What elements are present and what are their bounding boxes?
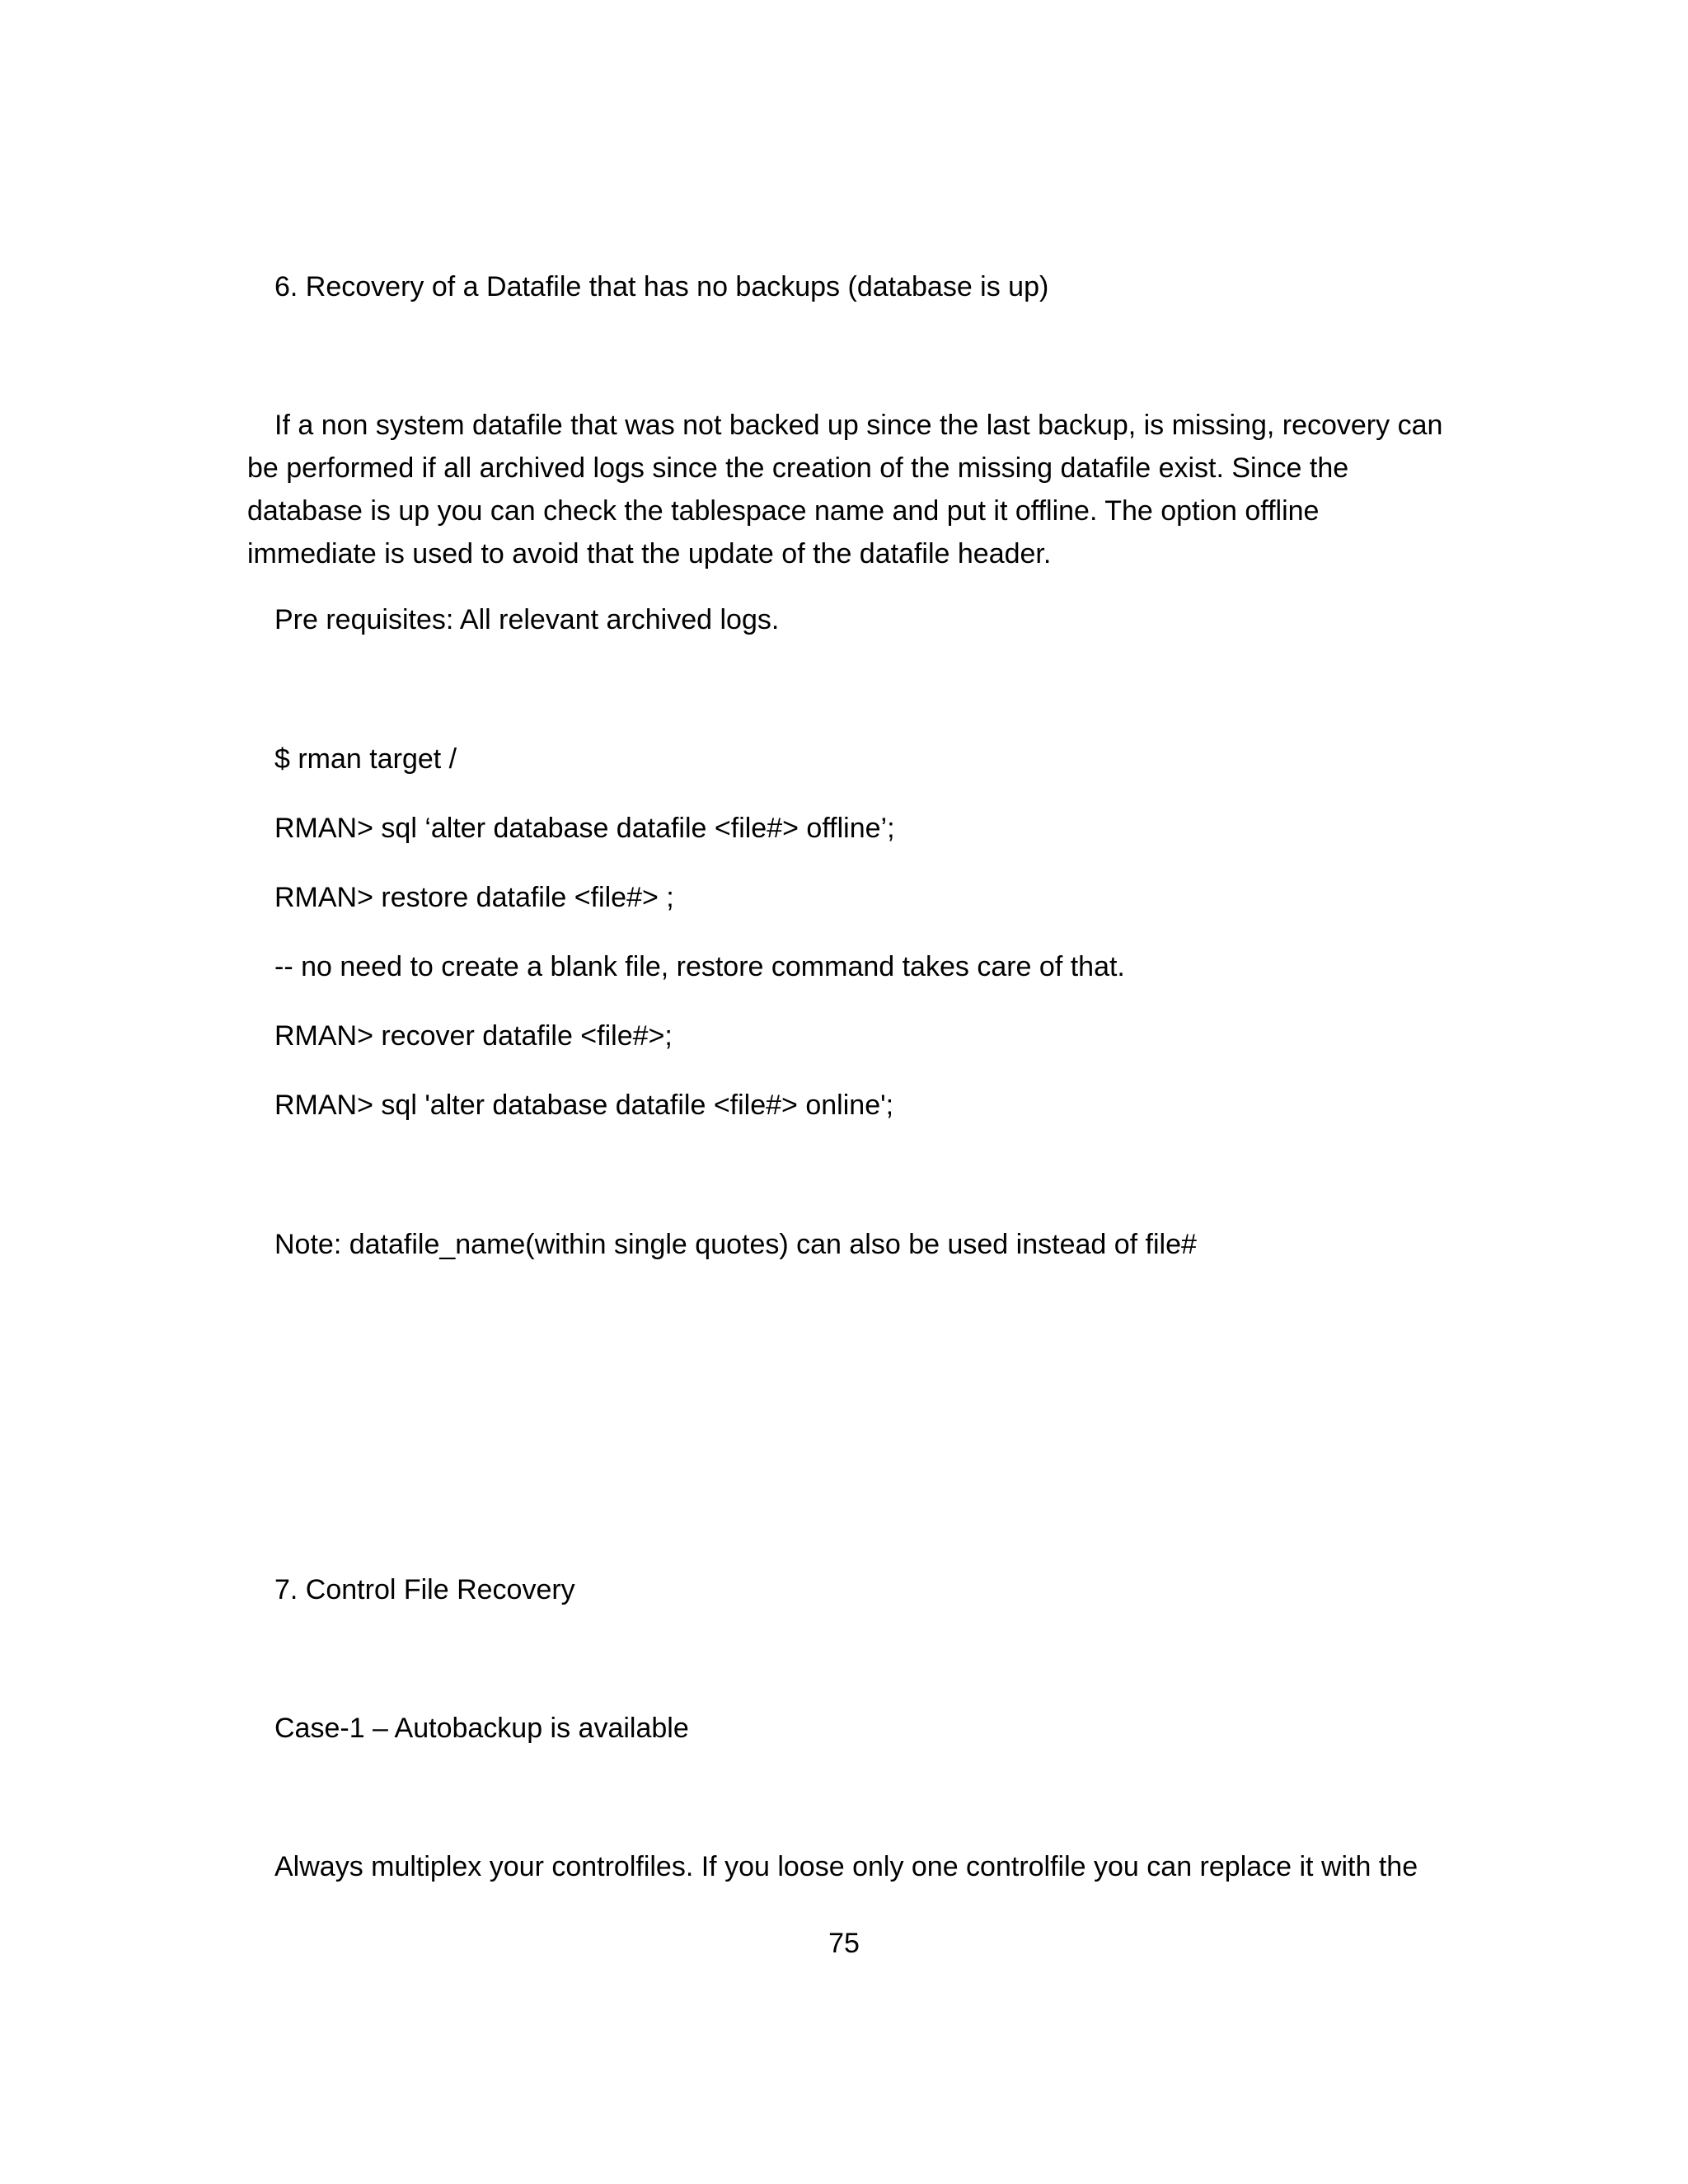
- command-line-online: RMAN> sql 'alter database datafile <file#> online';: [274, 1090, 894, 1121]
- section-7-heading: 7. Control File Recovery: [274, 1574, 575, 1605]
- command-line-rman-target: $ rman target /: [274, 743, 457, 775]
- section-7-paragraph: Always multiplex your controlfiles. If you loose only one controlfile you can replace it with the: [274, 1851, 1418, 1882]
- command-line-restore: RMAN> restore datafile <file#> ;: [274, 882, 674, 913]
- case-1-heading: Case-1 – Autobackup is available: [274, 1713, 689, 1744]
- page-number: 75: [828, 1928, 860, 1959]
- prerequisites-line: Pre requisites: All relevant archived logs.: [274, 604, 780, 635]
- note-line: Note: datafile_name(within single quotes) can also be used instead of file#: [274, 1229, 1197, 1260]
- command-line-offline: RMAN> sql ‘alter database datafile <file#> offline’;: [274, 813, 895, 844]
- section-6-paragraph: If a non system datafile that was not backed up since the last backup, is missing, recovery can be performed if all archived logs since the creation of the missing datafile exist. Since the database is up you can check the tablespace name and put it offline. The option offline immediate is used to avoid that the update of the datafile header.: [247, 410, 1443, 569]
- command-line-recover: RMAN> recover datafile <file#>;: [274, 1020, 673, 1052]
- section-6-heading: 6. Recovery of a Datafile that has no backups (database is up): [274, 271, 1049, 302]
- command-comment: -- no need to create a blank file, restore command takes care of that.: [274, 951, 1125, 982]
